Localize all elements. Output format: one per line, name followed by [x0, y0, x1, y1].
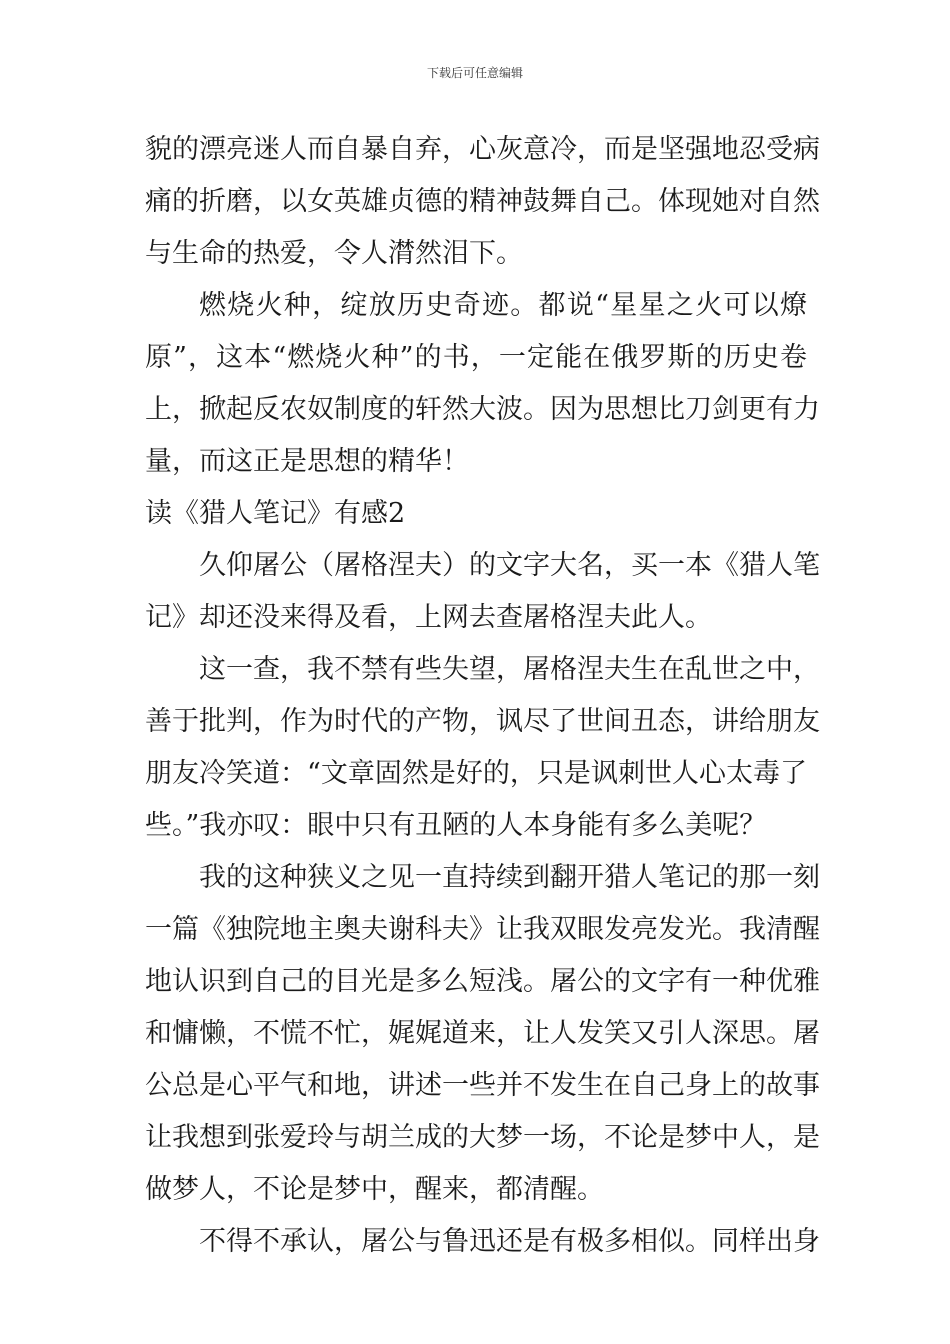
text-line: 貌的漂亮迷人而自暴自弃，心灰意冷，而是坚强地忍受病 [145, 134, 820, 165]
text-line: 我的这种狭义之见一直持续到翻开猎人笔记的那一刻 [199, 862, 820, 893]
text-line: 一篇《独院地主奥夫谢科夫》让我双眼发亮发光。我清醒 [145, 914, 820, 945]
text-line: 让我想到张爱玲与胡兰成的大梦一场，不论是梦中人，是 [145, 1122, 820, 1153]
text-line: 痛的折磨，以女英雄贞德的精神鼓舞自己。体现她对自然 [145, 186, 820, 217]
text-line: 上，掀起反农奴制度的轩然大波。因为思想比刀剑更有力 [145, 394, 820, 425]
text-line: 些。”我亦叹：眼中只有丑陋的人本身能有多么美呢？ [145, 810, 767, 841]
text-line: 地认识到自己的目光是多么短浅。屠公的文字有一种优雅 [145, 966, 820, 997]
text-line: 久仰屠公（屠格涅夫）的文字大名，买一本《猎人笔 [199, 550, 820, 581]
text-line: 公总是心平气和地，讲述一些并不发生在自己身上的故事 [145, 1070, 820, 1101]
text-line: 朋友冷笑道：“文章固然是好的，只是讽刺世人心太毒了 [145, 758, 807, 789]
text-line: 和慵懒，不慌不忙，娓娓道来，让人发笑又引人深思。屠 [145, 1018, 820, 1049]
text-line: 记》却还没来得及看，上网去查屠格涅夫此人。 [145, 602, 712, 633]
text-line: 善于批判，作为时代的产物，讽尽了世间丑态，讲给朋友 [145, 706, 820, 737]
text-line: 燃烧火种，绽放历史奇迹。都说“星星之火可以燎 [199, 290, 807, 321]
text-line: 不得不承认，屠公与鲁迅还是有极多相似。同样出身 [199, 1226, 820, 1257]
text-line: 与生命的热爱，令人潸然泪下。 [145, 238, 523, 269]
document-body [145, 124, 820, 1268]
text-line: 读《猎人笔记》有感2 [145, 498, 406, 529]
text-line: 做梦人，不论是梦中，醒来，都清醒。 [145, 1174, 604, 1205]
text-line: 量，而这正是思想的精华！ [145, 446, 469, 477]
page-header: 下载后可任意编辑 [426, 66, 523, 80]
text-line: 原”，这本“燃烧火种”的书，一定能在俄罗斯的历史卷 [145, 342, 807, 373]
text-line: 这一查，我不禁有些失望，屠格涅夫生在乱世之中， [199, 654, 820, 685]
